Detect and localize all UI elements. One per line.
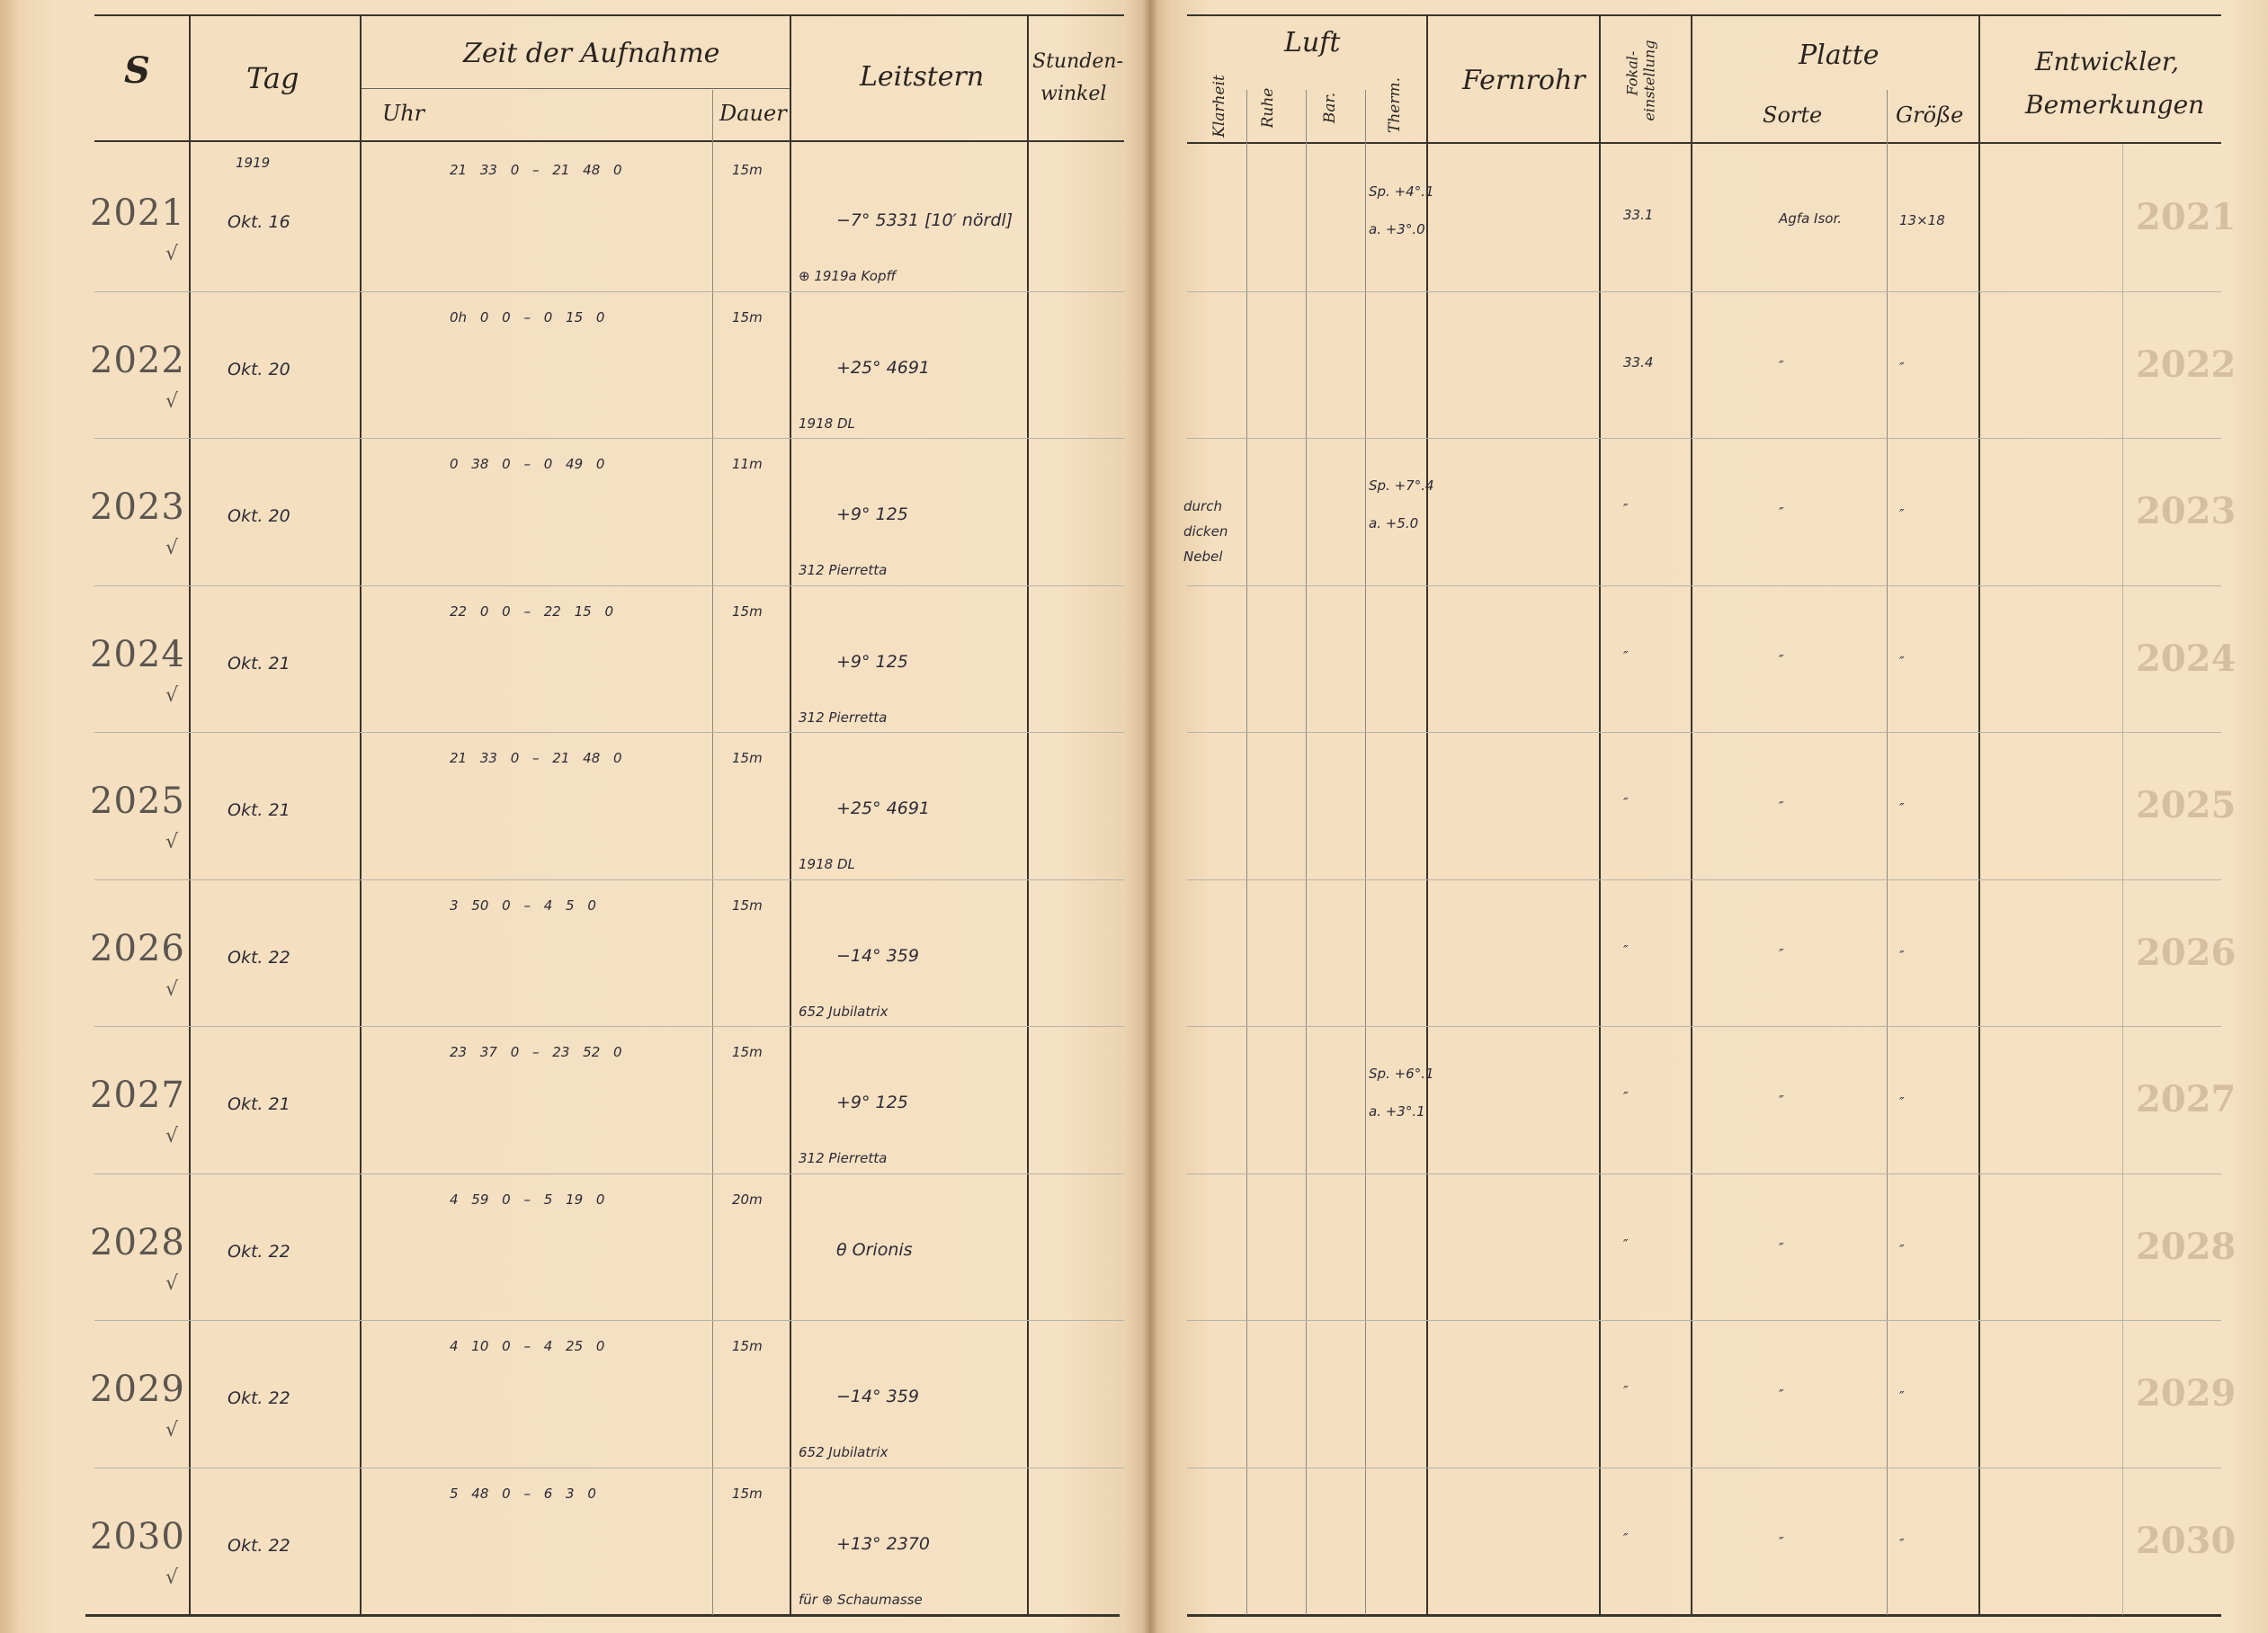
left-top-rule xyxy=(94,14,1124,16)
check-mark: √ xyxy=(165,537,179,559)
header-uhr: Uhr xyxy=(382,101,425,126)
row-duration: 15m xyxy=(732,1338,763,1354)
row-plate-type: ″ xyxy=(1779,946,1784,962)
row-time: 21 33 0 – 21 48 0 xyxy=(450,162,622,178)
row-plate-size: ″ xyxy=(1899,1094,1905,1111)
header-entwickler-1: Entwickler, xyxy=(2035,47,2180,76)
left-header-rule xyxy=(94,140,1124,142)
ghost-number: 2024 xyxy=(2136,638,2237,680)
row-therm-1: Sp. +6°.1 xyxy=(1369,1066,1434,1082)
row-plate-size: ″ xyxy=(1899,506,1905,522)
right-header-rule xyxy=(1187,142,2221,144)
right-top-rule xyxy=(1187,14,2221,16)
row-number: 2026 xyxy=(90,928,185,969)
right-bottom-rule xyxy=(1187,1614,2221,1617)
row-note: für ⊕ Schaumasse xyxy=(799,1592,923,1608)
header-leitstern: Leitstern xyxy=(860,61,985,93)
row-plate-type: ″ xyxy=(1779,1093,1784,1109)
header-stundenwinkel-1: Stunden- xyxy=(1032,50,1123,73)
row-date: Okt. 22 xyxy=(228,1242,290,1262)
left-bottom-rule xyxy=(85,1614,1120,1617)
row-plate-size: ″ xyxy=(1899,800,1905,816)
row-date: Okt. 21 xyxy=(228,654,290,674)
header-bar: Bar. xyxy=(1321,92,1339,124)
row-focus: ″ xyxy=(1623,501,1629,517)
ghost-number: 2030 xyxy=(2136,1520,2237,1562)
left-row-rule xyxy=(94,1026,1124,1027)
header-platte: Platte xyxy=(1799,40,1880,71)
row-guide-star: −14° 359 xyxy=(836,946,919,966)
left-row-rule xyxy=(94,879,1124,880)
check-mark: √ xyxy=(165,1125,179,1147)
right-row-rule xyxy=(1187,291,2221,292)
row-guide-star: +25° 4691 xyxy=(836,799,930,818)
ghost-number: 2022 xyxy=(2136,344,2237,386)
header-stundenwinkel-2: winkel xyxy=(1040,83,1107,105)
header-tag: Tag xyxy=(246,61,299,95)
right-row-rule xyxy=(1187,1320,2221,1321)
row-duration: 15m xyxy=(732,750,763,766)
row-date: Okt. 20 xyxy=(228,360,290,379)
left-sub-rule xyxy=(360,88,790,89)
check-mark: √ xyxy=(165,684,179,707)
left-row-rule xyxy=(94,1320,1124,1321)
row-plate-type: Agfa Isor. xyxy=(1779,210,1842,227)
left-row-rule xyxy=(94,438,1124,439)
row-focus: ″ xyxy=(1623,648,1629,665)
header-klarheit: Klarheit xyxy=(1210,75,1228,138)
ghost-number: 2021 xyxy=(2136,196,2237,238)
row-focus: ″ xyxy=(1623,1530,1629,1547)
header-luft: Luft xyxy=(1284,27,1341,58)
row-guide-star: +9° 125 xyxy=(836,1093,908,1112)
row-time: 4 10 0 – 4 25 0 xyxy=(450,1338,605,1354)
row-therm-2: a. +3°.0 xyxy=(1369,221,1425,237)
row-note: 312 Pierretta xyxy=(799,1150,888,1166)
row-plate-type: ″ xyxy=(1779,358,1784,374)
row-number: 2022 xyxy=(90,340,185,381)
row-plate-size: ″ xyxy=(1899,360,1905,376)
right-page xyxy=(1149,0,2268,1633)
row-plate-size: ″ xyxy=(1899,1242,1905,1258)
row-date: Okt. 22 xyxy=(228,948,290,968)
row-guide-star: +9° 125 xyxy=(836,652,908,672)
row-date: Okt. 20 xyxy=(228,506,290,526)
row-duration: 11m xyxy=(732,456,763,472)
row-number: 2023 xyxy=(90,486,185,528)
row-note: 652 Jubilatrix xyxy=(799,1004,888,1020)
row-number: 2021 xyxy=(90,192,185,234)
row-focus: ″ xyxy=(1623,795,1629,811)
row-plate-size: 13×18 xyxy=(1899,212,1945,228)
header-ruhe: Ruhe xyxy=(1259,87,1277,129)
row-focus: ″ xyxy=(1623,1089,1629,1105)
row-date: Okt. 21 xyxy=(228,800,290,820)
check-mark: √ xyxy=(165,1566,179,1589)
right-col-luft xyxy=(1426,14,1428,1615)
row-time: 21 33 0 – 21 48 0 xyxy=(450,750,622,766)
right-col-bar xyxy=(1365,90,1366,1615)
check-mark: √ xyxy=(165,390,179,413)
row-therm-2: a. +3°.1 xyxy=(1369,1103,1425,1120)
row-focus: 33.1 xyxy=(1623,207,1654,223)
row-time: 0h 0 0 – 0 15 0 xyxy=(450,309,605,326)
row-guide-star: −7° 5331 [10′ nördl] xyxy=(836,210,1013,230)
left-col-leitstern xyxy=(1027,14,1029,1615)
row-duration: 15m xyxy=(732,1044,763,1060)
row-plate-type: ″ xyxy=(1779,1387,1784,1403)
left-row-rule xyxy=(94,291,1124,292)
row-plate-type: ″ xyxy=(1779,799,1784,815)
row-therm-1: Sp. +4°.1 xyxy=(1369,183,1434,200)
row-guide-star: +25° 4691 xyxy=(836,358,930,378)
row-date: Okt. 22 xyxy=(228,1388,290,1408)
left-col-tag xyxy=(360,14,362,1615)
row-number: 2029 xyxy=(90,1369,185,1410)
row-focus: 33.4 xyxy=(1623,354,1654,370)
row-time: 4 59 0 – 5 19 0 xyxy=(450,1191,605,1208)
row-note: 312 Pierretta xyxy=(799,709,888,726)
right-row-rule xyxy=(1187,1026,2221,1027)
row-guide-star: θ Orionis xyxy=(836,1240,913,1260)
ghost-number: 2023 xyxy=(2136,490,2237,532)
right-row-rule xyxy=(1187,879,2221,880)
header-therm: Therm. xyxy=(1386,77,1404,133)
row-number: 2027 xyxy=(90,1075,185,1116)
row-number: 2028 xyxy=(90,1222,185,1263)
row-guide-star: −14° 359 xyxy=(836,1387,919,1406)
check-mark: √ xyxy=(165,243,179,265)
row-guide-star: +9° 125 xyxy=(836,504,908,524)
left-row-rule xyxy=(94,1173,1124,1174)
ghost-number: 2027 xyxy=(2136,1078,2237,1120)
row-time: 3 50 0 – 4 5 0 xyxy=(450,897,596,914)
row-number: 2024 xyxy=(90,634,185,675)
row-duration: 15m xyxy=(732,603,763,620)
row-date: Okt. 16 xyxy=(228,212,290,232)
row-time: 23 37 0 – 23 52 0 xyxy=(450,1044,622,1060)
right-col-ruhe xyxy=(1306,90,1307,1615)
header-fernrohr: Fernrohr xyxy=(1462,65,1585,96)
check-mark: √ xyxy=(165,978,179,1001)
right-col-fernrohr xyxy=(1599,14,1601,1615)
row-plate-size: ″ xyxy=(1899,948,1905,964)
book-gutter xyxy=(1142,0,1158,1633)
row-duration: 15m xyxy=(732,897,763,914)
right-col-klarheit xyxy=(1246,90,1247,1615)
right-col-platte xyxy=(1978,14,1980,1615)
row-duration: 20m xyxy=(732,1191,763,1208)
right-row-rule xyxy=(1187,585,2221,586)
row-duration: 15m xyxy=(732,1486,763,1502)
header-sorte: Sorte xyxy=(1763,103,1823,128)
check-mark: √ xyxy=(165,831,179,853)
row-plate-type: ″ xyxy=(1779,1534,1784,1550)
row-plate-type: ″ xyxy=(1779,504,1784,521)
ghost-number: 2025 xyxy=(2136,784,2237,826)
header-entwickler-2: Bemerkungen xyxy=(2025,90,2205,120)
header-groesse: Größe xyxy=(1896,103,1964,128)
row-date: Okt. 21 xyxy=(228,1094,290,1114)
row-note: 312 Pierretta xyxy=(799,562,888,578)
left-row-rule xyxy=(94,732,1124,733)
row-therm-1: Sp. +7°.4 xyxy=(1369,477,1434,494)
row-time: 22 0 0 – 22 15 0 xyxy=(450,603,613,620)
ghost-number: 2029 xyxy=(2136,1372,2237,1414)
row-therm-2: a. +5.0 xyxy=(1369,515,1419,531)
right-col-fokal xyxy=(1691,14,1692,1615)
right-row-rule xyxy=(1187,732,2221,733)
right-row-rule xyxy=(1187,1173,2221,1174)
header-fokal-2: einstellung xyxy=(1640,40,1658,121)
left-col-zeit xyxy=(790,14,791,1615)
row-plate-size: ″ xyxy=(1899,654,1905,670)
row-note: 1918 DL xyxy=(799,415,855,432)
check-mark: √ xyxy=(165,1272,179,1295)
row-year: 1919 xyxy=(236,155,271,171)
check-mark: √ xyxy=(165,1419,179,1441)
row-duration: 15m xyxy=(732,309,763,326)
header-zeit: Zeit der Aufnahme xyxy=(463,38,720,69)
row-note: 1918 DL xyxy=(799,856,855,872)
row-time: 5 48 0 – 6 3 0 xyxy=(450,1486,596,1502)
row-number: 2030 xyxy=(90,1516,185,1557)
header-dauer: Dauer xyxy=(719,101,787,126)
row-luft: durch dicken Nebel xyxy=(1183,498,1228,565)
row-plate-type: ″ xyxy=(1779,1240,1784,1256)
right-col-sorte xyxy=(1887,90,1888,1615)
row-date: Okt. 22 xyxy=(228,1536,290,1556)
row-plate-size: ″ xyxy=(1899,1388,1905,1405)
row-plate-size: ″ xyxy=(1899,1536,1905,1552)
row-duration: 15m xyxy=(732,162,763,178)
ghost-number: 2028 xyxy=(2136,1226,2237,1268)
ghost-number: 2026 xyxy=(2136,932,2237,974)
left-col-s xyxy=(189,14,191,1615)
left-row-rule xyxy=(94,585,1124,586)
row-time: 0 38 0 – 0 49 0 xyxy=(450,456,605,472)
header-fokal-1: Fokal- xyxy=(1623,50,1641,96)
right-row-rule xyxy=(1187,438,2221,439)
row-focus: ″ xyxy=(1623,1383,1629,1399)
row-focus: ″ xyxy=(1623,942,1629,959)
row-note: ⊕ 1919a Kopff xyxy=(799,268,897,284)
row-plate-type: ″ xyxy=(1779,652,1784,668)
header-s: S xyxy=(124,49,150,92)
row-note: 652 Jubilatrix xyxy=(799,1444,888,1460)
row-guide-star: +13° 2370 xyxy=(836,1534,930,1554)
row-focus: ″ xyxy=(1623,1236,1629,1253)
left-col-uhr xyxy=(712,90,713,1615)
row-number: 2025 xyxy=(90,781,185,822)
